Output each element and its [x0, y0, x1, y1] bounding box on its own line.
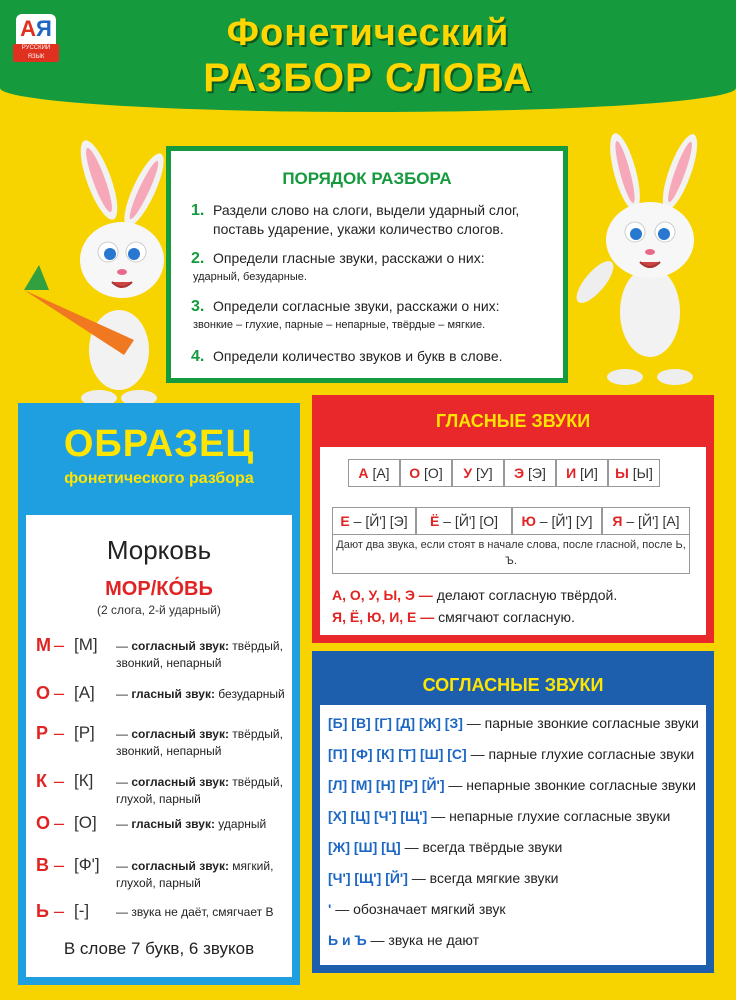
- consonant-row: [П] [Ф] [К] [Т] [Ш] [С] — парные глухие согласные звуки: [328, 746, 695, 762]
- sample-panel: [18, 403, 300, 985]
- vowels-row2: [332, 507, 690, 535]
- vowel-cell: У [У]: [452, 459, 504, 487]
- vowels-row1: [348, 459, 660, 487]
- order-step-2: 2. Определи гласные звуки, расскажи о них: ударный, безударные.: [191, 250, 485, 283]
- vowel-cell: Ю – [Й'] [У]: [512, 507, 602, 535]
- sample-subheading: фонетического разбора: [64, 470, 254, 487]
- sample-syllables: (2 слога, 2-й ударный): [97, 603, 221, 617]
- vowel-cell: И [И]: [556, 459, 608, 487]
- consonant-row: [Б] [В] [Г] [Д] [Ж] [З] — парные звонкие согласные звуки: [328, 715, 699, 731]
- vowels-rule-soft: Я, Ё, Ю, И, Е — смягчают согласную.: [332, 609, 575, 625]
- vowel-cell: Е – [Й'] [Э]: [332, 507, 416, 535]
- title-line2: РАЗБОР СЛОВА: [203, 56, 533, 100]
- vowels-note: Дают два звука, если стоят в начале слова, после гласной, после Ь, Ъ.: [332, 535, 690, 574]
- consonant-row: [Ч'] [Щ'] [Й'] — всегда мягкие звуки: [328, 870, 559, 886]
- consonant-row: Ь и Ъ — звука не дают: [328, 932, 480, 948]
- consonant-row: ' — обозначает мягкий звук: [328, 901, 506, 917]
- consonants-heading: СОГЛАСНЫЕ ЗВУКИ: [422, 675, 604, 695]
- vowels-heading: ГЛАСНЫЕ ЗВУКИ: [435, 411, 591, 431]
- bunny-pointing-illustration: [565, 132, 730, 392]
- consonants-panel: [312, 651, 714, 973]
- order-step-4: 4. Определи количество звуков и букв в слове.: [191, 348, 503, 365]
- vowel-cell: А [А]: [348, 459, 400, 487]
- consonants-card: [320, 705, 706, 965]
- order-step-3: 3. Определи согласные звуки, расскажи о них: звонкие – глухие, парные – непарные, твёрдые – мягкие.: [191, 298, 500, 331]
- vowel-cell: Э [Э]: [504, 459, 556, 487]
- consonant-row: [Л] [М] [Н] [Р] [Й'] — непарные звонкие согласные звуки: [328, 777, 696, 793]
- sample-heading: ОБРАЗЕЦ: [63, 423, 255, 465]
- title-line1: Фонетический: [226, 12, 510, 54]
- consonant-row: [Х] [Ц] [Ч'] [Щ'] — непарные глухие согласные звуки: [328, 808, 671, 824]
- logo: АЯ РУССКИЙ ЯЗЫК: [16, 14, 56, 62]
- sample-total: В слове 7 букв, 6 звуков: [63, 939, 255, 958]
- sample-word: Морковь: [106, 535, 212, 565]
- vowel-cell: О [О]: [400, 459, 452, 487]
- consonant-row: [Ж] [Ш] [Ц] — всегда твёрдые звуки: [328, 839, 563, 855]
- vowel-cell: Ы [Ы]: [608, 459, 660, 487]
- vowels-panel: [312, 395, 714, 643]
- sample-split: МОР/КО́ВЬ: [105, 578, 213, 600]
- sample-card: Морковь МОР/КО́ВЬ (2 слога, 2-й ударный) М – [М] — согласный звук: твёрдый, звонкий, непарный О – [А] — гласный звук: безударный Р – [Р] — согласный звук: твёрдый, звонкий, непарный К – [К] — согласный звук: твёрдый, глухой, парный О – [О] — гласный звук: ударный В – [Ф'] — согласный звук: мягкий, глухой, парный Ь – [-] — звука не даёт, смягчает В В слове 7 букв, 6 звуков: [26, 515, 292, 977]
- vowels-card: [320, 447, 706, 635]
- order-box: [166, 146, 568, 383]
- order-heading: ПОРЯДОК РАЗБОРА: [282, 169, 452, 188]
- vowel-cell: Я – [Й'] [А]: [602, 507, 690, 535]
- order-step-1: 1. Раздели слово на слоги, выдели ударный слог, поставь ударение, укажи количество слогов.: [191, 202, 520, 237]
- vowel-cell: Ё – [Й'] [О]: [416, 507, 512, 535]
- bunny-with-carrot-illustration: [4, 140, 164, 410]
- vowels-rule-hard: А, О, У, Ы, Э — делают согласную твёрдой.: [332, 587, 618, 603]
